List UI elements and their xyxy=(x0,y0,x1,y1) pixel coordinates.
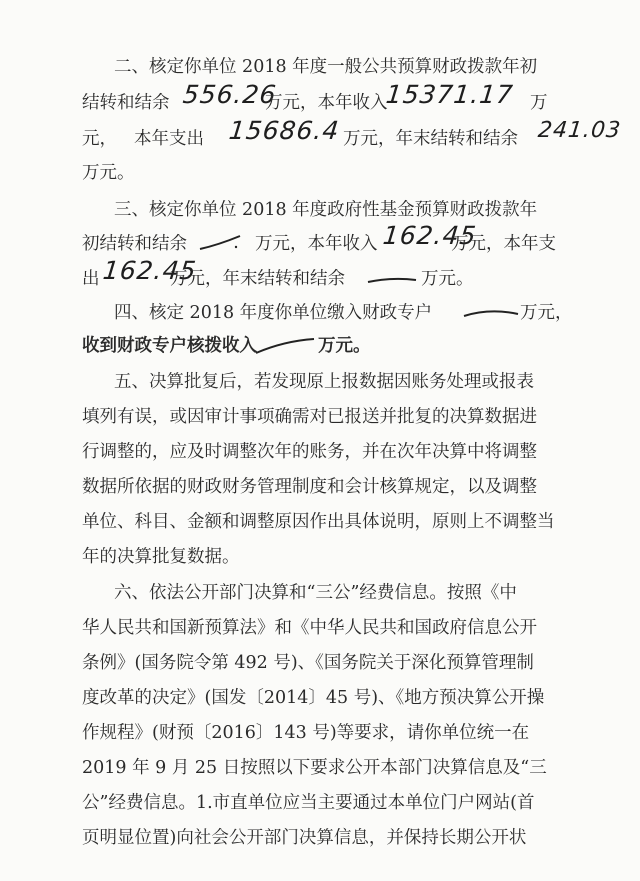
section-2-line-4: 万元。 xyxy=(82,163,135,183)
section-4-line-1: 四、核定 2018 年度你单位缴入财政专户 万元， xyxy=(114,303,573,323)
section-5-line-1: 五、决算批复后，若发现原上报数据因账务处理或报表 xyxy=(114,372,534,392)
section-3-line-1: 三、核定你单位 2018 年度政府性基金预算财政拨款年 xyxy=(114,200,538,220)
section-5-line-5: 单位、科目、金额和调整原因作出具体说明，原则上不调整当 xyxy=(82,512,555,532)
section-6-line-5: 作规程》(财预〔2016〕143 号)等要求，请你单位统一在 xyxy=(82,723,530,743)
section-4-line-2: 收到财政专户核拨收入 万元。 xyxy=(82,336,371,356)
section-5-line-4: 数据所依据的财政财务管理制度和会计核算规定，以及调整 xyxy=(82,477,537,497)
section-6-line-8: 页明显位置)向社会公开部门决算信息，并保持长期公开状 xyxy=(82,828,527,848)
handwritten-dash xyxy=(254,335,316,357)
handwritten-fund-income: 162.45 xyxy=(381,221,479,250)
section-6-line-7: 公”经费信息。1.市直单位应当主要通过本单位门户网站(首 xyxy=(82,793,535,813)
section-6-line-4: 度改革的决定》(国发〔2014〕45 号)、《地方预决算公开操 xyxy=(82,688,545,708)
handwritten-fund-expense: 162.45 xyxy=(101,256,199,285)
section-6-line-1: 六、依法公开部门决算和“三公”经费信息。按照《中 xyxy=(114,583,517,603)
handwritten-annual-expense: 15686.4 xyxy=(227,116,341,145)
handwritten-dash xyxy=(462,302,520,322)
section-5-line-6: 年的决算批复数据。 xyxy=(82,547,240,567)
section-3-line-3: 出 162.45 万元，年末结转和结余 万元。 xyxy=(82,256,474,289)
section-2-line-1: 二、核定你单位 2018 年度一般公共预算财政拨款年初 xyxy=(114,57,538,77)
handwritten-beginning-balance: 556.26 xyxy=(181,80,279,109)
section-5-line-2: 填列有误，或因审计事项确需对已报送并批复的决算数据进 xyxy=(82,407,537,427)
handwritten-dash xyxy=(198,233,244,253)
handwritten-dash xyxy=(366,268,420,288)
handwritten-ending-balance: 241.03 xyxy=(536,118,623,143)
section-2-line-2: 结转和结余 556.26 万元，本年收入 15371.17 万 xyxy=(82,80,548,113)
section-6-line-2: 华人民共和国新预算法》和《中华人民共和国政府信息公开 xyxy=(82,618,537,638)
section-3-line-2: 初结转和结余 万元，本年收入 162.45 万元，本年支 xyxy=(82,221,556,254)
section-6-line-3: 条例》(国务院令第 492 号)、《国务院关于深化预算管理制 xyxy=(82,653,534,673)
section-6-line-6: 2019 年 9 月 25 日按照以下要求公开本部门决算信息及“三 xyxy=(82,758,547,778)
section-2-line-3: 元， 本年支出 15686.4 万元，年末结转和结余 241.03 xyxy=(82,116,623,149)
section-5-line-3: 行调整的，应及时调整次年的账务，并在次年决算中将调整 xyxy=(82,442,537,462)
handwritten-annual-income: 15371.17 xyxy=(384,80,515,109)
